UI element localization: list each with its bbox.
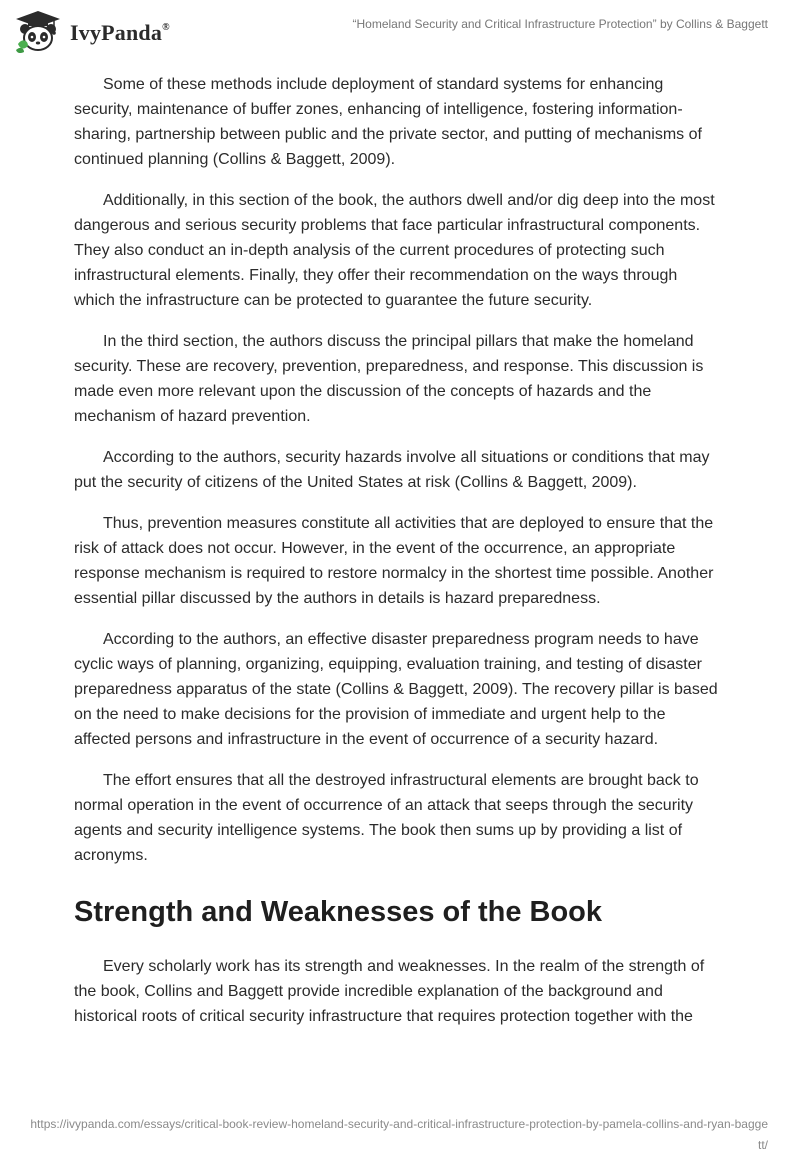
paragraph: According to the authors, an effective disaster preparedness program needs to have cyclic ways of planning, organizing, equipping, evaluation training, and testing of disaster preparedness apparatus of the state (Collins & Baggett, 2009). The recovery pillar is based on the need to make decisions for the provision of immediate and urgent help to the affected persons and infrastructure in the event of occurrence of a security hazard. — [74, 631, 718, 748]
article-body — [74, 72, 720, 1045]
page-header — [0, 0, 800, 64]
document-title: “Homeland Security and Critical Infrastructure Protection” by Collins & Baggett — [352, 17, 768, 31]
paragraph: According to the authors, security hazards involve all situations or conditions that may put the security of citizens of the United States at risk (Collins & Baggett, 2009). — [74, 449, 710, 491]
paragraph: Additionally, in this section of the book, the authors dwell and/or dig deep into the most dangerous and serious security problems that face particular infrastructural components. They also conduct an in-depth analysis of the current procedures of protecting such infrastructural elements. Finally, they offer their recommendation on the ways through which the infrastructure can be protected to guarantee the future security. — [74, 192, 715, 309]
ivypanda-logo[interactable] — [14, 8, 170, 54]
brand-name: IvyPanda® — [70, 20, 170, 45]
section-heading: Strength and Weaknesses of the Book — [74, 896, 603, 928]
paragraph: Thus, prevention measures constitute all activities that are deployed to ensure that the risk of attack does not occur. However, in the event of the occurrence, an appropriate response mechanism is required to restore normalcy in the shortest time possible. Another essential pillar discussed by the authors in details is hazard preparedness. — [74, 515, 714, 607]
source-url[interactable]: https://ivypanda.com/essays/critical-book-review-homeland-security-and-critical-infrastructure-protection-by-pamela-collins-and-ryan-baggett/ — [30, 1117, 768, 1152]
paragraph: Every scholarly work has its strength and weaknesses. In the realm of the strength of the book, Collins and Baggett provide incredible explanation of the background and historical roots of critical security infrastructure that requires protection together with the — [74, 958, 705, 1025]
paragraph: In the third section, the authors discuss the principal pillars that make the homeland security. These are recovery, prevention, preparedness, and response. This discussion is made even more relevant upon the discussion of the concepts of hazards and the mechanism of hazard prevention. — [74, 333, 704, 425]
paragraph: The effort ensures that all the destroyed infrastructural elements are brought back to normal operation in the event of occurrence of an attack that seeps through the security agents and security intelligence systems. The book then sums up by providing a list of acronyms. — [74, 772, 699, 864]
panda-logo-icon — [14, 8, 62, 54]
paragraph: Some of these methods include deployment of standard systems for enhancing security, maintenance of buffer zones, enhancing of intelligence, fostering information-sharing, partnership between public and the private sector, and putting of mechanisms of continued planning (Collins & Baggett, 2009). — [74, 76, 702, 168]
